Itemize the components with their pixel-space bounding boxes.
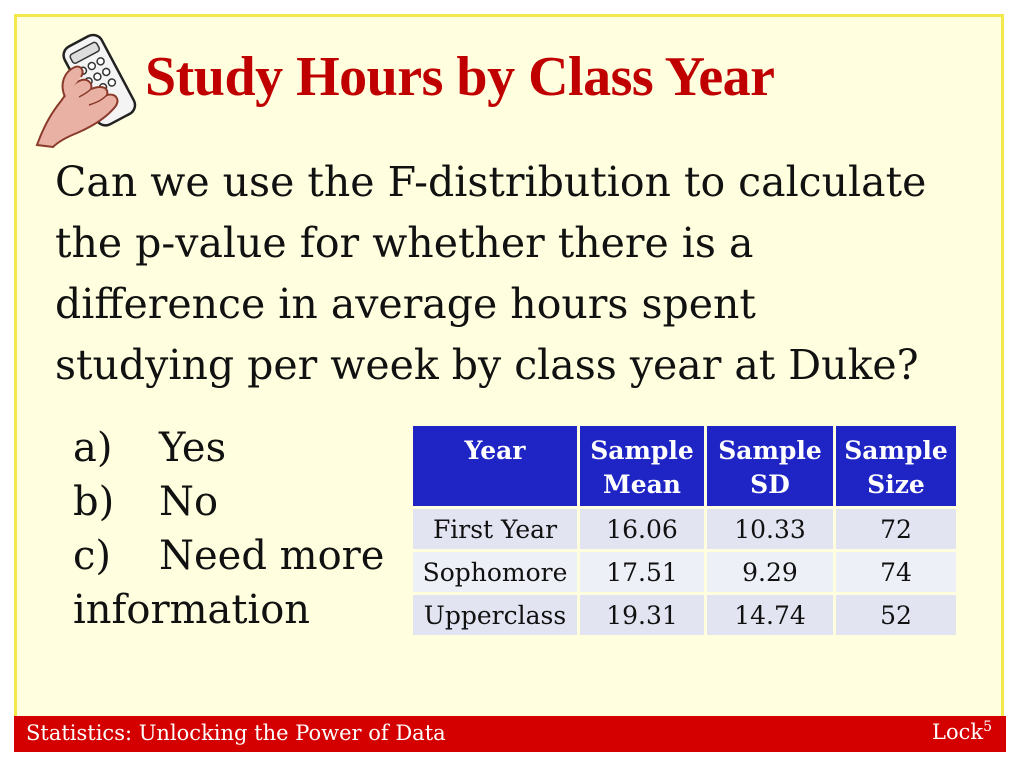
question-text [55, 152, 995, 396]
cell-mean: 17.51 [580, 552, 704, 592]
cell-size: 52 [836, 595, 956, 635]
header-sample-mean: Sample Mean [580, 426, 704, 506]
answer-options [73, 421, 384, 637]
cell-mean: 16.06 [580, 509, 704, 549]
cell-sd: 10.33 [707, 509, 833, 549]
slide [14, 14, 1004, 750]
option-letter: b) [73, 479, 115, 525]
question-line: difference in average hours spent [55, 280, 756, 328]
study-hours-table [410, 423, 959, 638]
option-text: No [159, 479, 219, 525]
cell-year: Upperclass [413, 595, 577, 635]
slide-title: Study Hours by Class Year [145, 46, 775, 108]
option-c [73, 529, 384, 583]
option-c-continuation: information [73, 587, 311, 633]
footer-author: Lock$^5$ [932, 719, 992, 744]
cell-sd: 14.74 [707, 595, 833, 635]
cell-size: 72 [836, 509, 956, 549]
table-row [413, 509, 956, 549]
option-letter: c) [73, 533, 112, 579]
question-line: studying per week by class year at Duke? [55, 341, 919, 389]
footer-bar [14, 716, 1006, 752]
header-sample-size: Sample Size [836, 426, 956, 506]
question-line: Can we use the F-distribution to calculate [55, 158, 927, 206]
table-row [413, 552, 956, 592]
question-line: the p-value for whether there is a [55, 219, 754, 267]
header-sample-sd: Sample SD [707, 426, 833, 506]
option-text: Need more [159, 533, 385, 579]
option-a [73, 421, 384, 475]
hand-holding-clicker-icon [31, 27, 147, 149]
cell-year: First Year [413, 509, 577, 549]
cell-size: 74 [836, 552, 956, 592]
option-text: Yes [159, 425, 227, 471]
footer-author-superscript: 5 [983, 719, 992, 735]
option-letter: a) [73, 425, 113, 471]
option-b [73, 475, 384, 529]
footer-book-title: Statistics: Unlocking the Power of Data [26, 721, 446, 745]
table-row [413, 595, 956, 635]
cell-year: Sophomore [413, 552, 577, 592]
table-header-row [413, 426, 956, 506]
header-year: Year [413, 426, 577, 506]
cell-sd: 9.29 [707, 552, 833, 592]
cell-mean: 19.31 [580, 595, 704, 635]
